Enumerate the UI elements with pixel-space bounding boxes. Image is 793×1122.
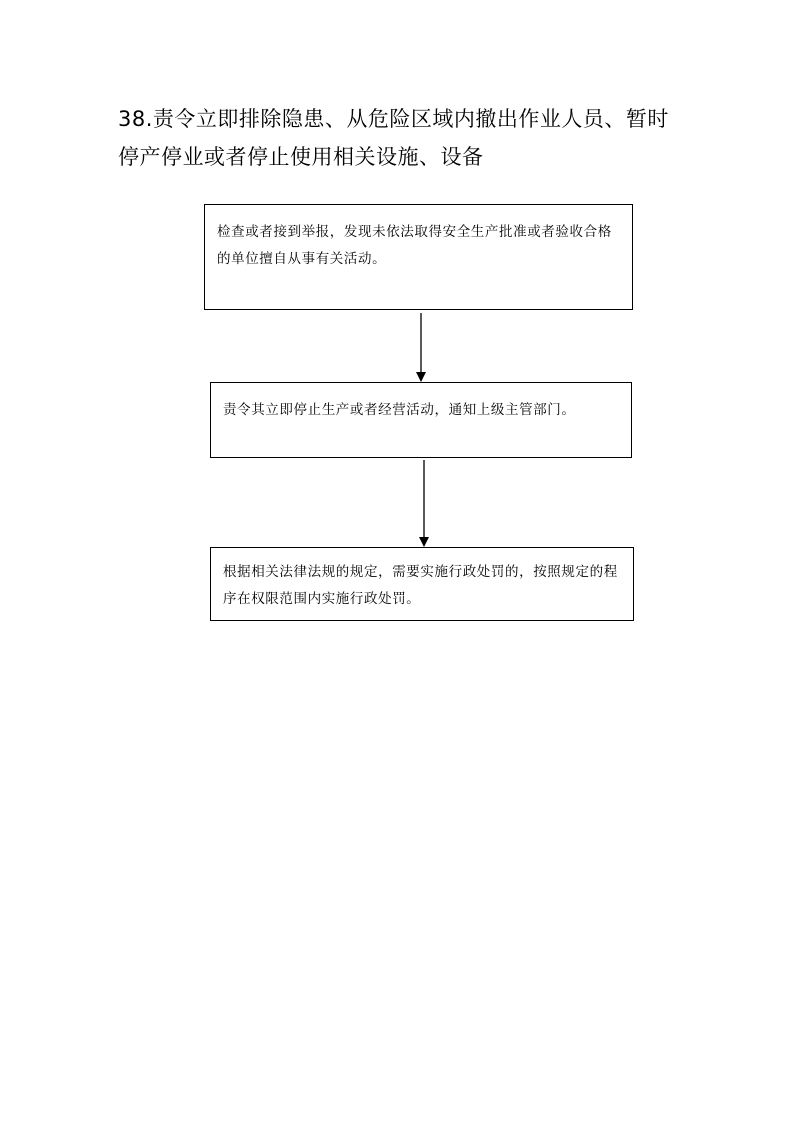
page-title: 38.责令立即排除隐患、从危险区域内撤出作业人员、暂时停产停业或者停止使用相关设施、设备: [118, 107, 669, 169]
flow-step-text: 检查或者接到举报，发现未依法取得安全生产批准或者验收合格的单位擅自从事有关活动。: [217, 224, 612, 267]
flow-step-administrative-penalty: [210, 547, 634, 621]
flow-step-text: 责令其立即停止生产或者经营活动，通知上级主管部门。: [223, 402, 576, 418]
flow-step-text: 根据相关法律法规的规定，需要实施行政处罚的，按照规定的程序在权限范围内实施行政处罚。: [223, 564, 618, 607]
flow-step-order-stop: [210, 382, 632, 458]
flow-step-report-inspection: [204, 204, 633, 310]
